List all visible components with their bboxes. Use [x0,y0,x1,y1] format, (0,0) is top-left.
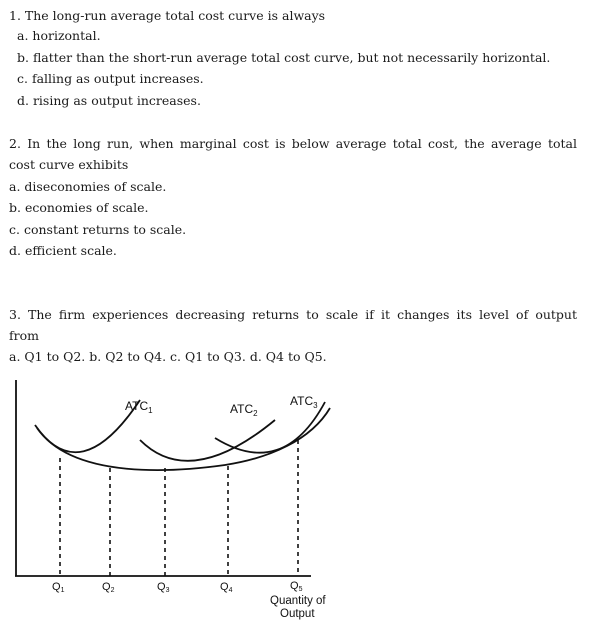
question-2-stem-line-2: cost curve exhibits [9,157,129,172]
q4-label: Q4 [220,581,233,594]
q5-label: Q5 [290,580,303,593]
question-1-option-d: d. rising as output increases. [17,93,201,108]
question-3-stem-line-2: from [9,328,39,343]
x-axis-title-line-1: Quantity of [270,595,326,607]
question-2-option-c: c. constant returns to scale. [9,222,187,237]
atc2-curve [140,420,275,461]
question-2-option-a: a. diseconomies of scale. [9,179,167,194]
question-1-stem: 1. The long-run average total cost curve is always [9,8,326,23]
question-1-option-c: c. falling as output increases. [17,71,204,86]
atc3-label: $ATC_3$ [290,394,318,410]
atc2-label: $ATC_2$ [230,402,258,418]
question-2-option-d: d. efficient scale. [9,243,117,258]
x-axis-title-line-2: Output [280,608,315,620]
question-3-stem-line-1: 3. The firm experiences decreasing returns to scale if it changes its level of output [9,307,577,322]
question-1-option-a: a. horizontal. [17,28,101,43]
question-2-option-b: b. economies of scale. [9,200,149,215]
q2-label: Q2 [102,581,115,594]
q1-label: Q1 [52,581,65,594]
question-1-option-b: b. flatter than the short-run average total cost curve, but not necessarily horizontal. [17,50,551,65]
q3-label: Q3 [157,581,170,594]
question-2-stem-line-1: 2. In the long run, when marginal cost is below average total cost, the average total [9,136,577,151]
atc1-label: $ATC_1$ [125,399,153,415]
question-3-options: a. Q1 to Q2. b. Q2 to Q4. c. Q1 to Q3. d. Q4 to Q5. [9,349,327,364]
cost-curves-graph [15,380,345,625]
